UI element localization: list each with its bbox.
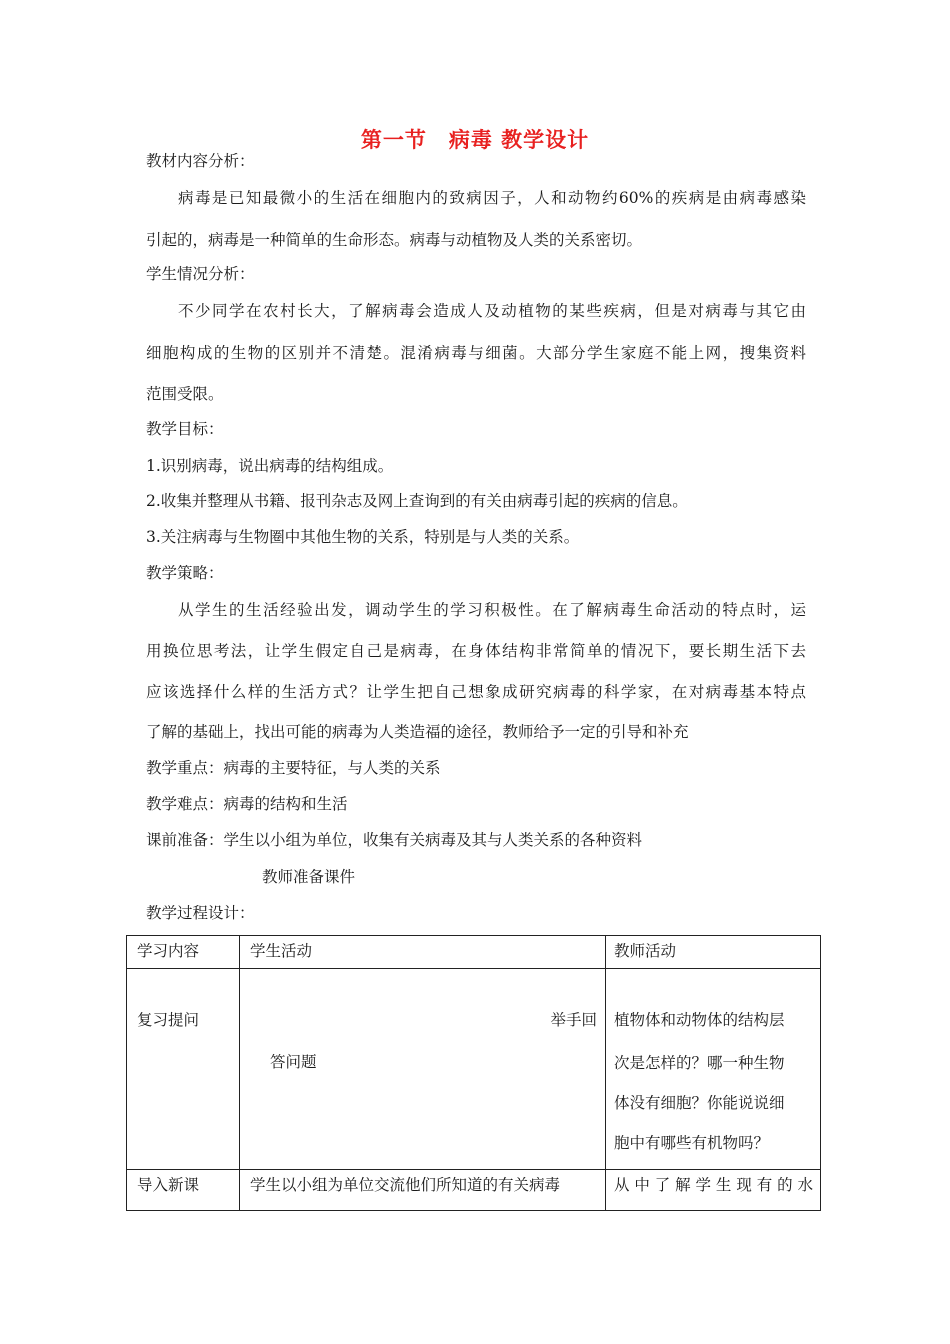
table-row [127,969,821,1170]
strategy-line-3: 应该选择什么样的生活方式？让学生把自己想象成研究病毒的科学家，在对病毒基本特点 [146,683,806,701]
header-student-activity: 学生活动 [250,942,313,960]
material-line-1: 病毒是已知最微小的生活在细胞内的致病因子，人和动物约60%的疾病是由病毒感染 [178,189,806,207]
table-cell [240,969,606,1170]
teacher-activity-line: 胞中有哪些有机物吗？ [614,1134,770,1152]
process-table [126,935,821,1211]
key-point: 教学重点：病毒的主要特征，与人类的关系 [146,759,441,777]
row-content-label: 复习提问 [137,1011,200,1029]
table-cell [127,1170,240,1211]
student-activity-b: 答问题 [270,1053,317,1071]
process-heading: 教学过程设计： [146,904,255,922]
header-cell [127,936,240,969]
student-line-3: 范围受限。 [146,385,224,403]
teacher-activity-line: 体没有细胞？你能说说细 [614,1094,785,1112]
table-cell [606,1170,821,1211]
page-title: 第一节 病毒 教学设计 [360,128,590,152]
preparation-line-2: 教师准备课件 [262,868,356,886]
teacher-activity-line: 从中了解学生现有的水 [614,1176,813,1194]
table-header-row [127,936,821,969]
goal-heading: 教学目标： [146,420,224,438]
header-teacher-activity: 教师活动 [614,942,677,960]
preparation-line-1: 课前准备：学生以小组为单位，收集有关病毒及其与人类关系的各种资料 [146,831,643,849]
table-row [127,1170,821,1211]
table-cell [127,969,240,1170]
strategy-heading: 教学策略： [146,564,224,582]
table-cell [606,969,821,1170]
header-cell [240,936,606,969]
student-line-1: 不少同学在农村长大，了解病毒会造成人及动植物的某些疾病，但是对病毒与其它由 [178,302,806,320]
strategy-line-1: 从学生的生活经验出发，调动学生的学习积极性。在了解病毒生命活动的特点时，运 [178,601,806,619]
strategy-line-4: 了解的基础上，找出可能的病毒为人类造福的途径，教师给予一定的引导和补充 [146,723,689,741]
teacher-activity-line: 次是怎样的？哪一种生物 [614,1054,785,1072]
header-cell [606,936,821,969]
teacher-activity-line: 植物体和动物体的结构层 [614,1011,785,1029]
student-activity-a: 学生以小组为单位交流他们所知道的有关病毒 [250,1176,561,1194]
row-content-label: 导入新课 [137,1176,200,1194]
student-line-2: 细胞构成的生物的区别并不清楚。混淆病毒与细菌。大部分学生家庭不能上网，搜集资料 [146,344,806,362]
goal-1: 1.识别病毒，说出病毒的结构组成。 [146,457,394,475]
strategy-line-2: 用换位思考法，让学生假定自己是病毒，在身体结构非常简单的情况下，要长期生活下去 [146,642,806,660]
goal-3: 3.关注病毒与生物圈中其他生物的关系，特别是与人类的关系。 [146,528,580,546]
goal-2: 2.收集并整理从书籍、报刊杂志及网上查询到的有关由病毒引起的疾病的信息。 [146,492,688,510]
material-heading: 教材内容分析： [146,152,255,170]
student-activity-a: 举手回 [550,1011,597,1029]
header-content: 学习内容 [137,942,200,960]
material-line-2: 引起的，病毒是一种简单的生命形态。病毒与动植物及人类的关系密切。 [146,231,643,249]
student-heading: 学生情况分析： [146,265,255,283]
difficulty: 教学难点：病毒的结构和生活 [146,795,348,813]
table-cell [240,1170,606,1211]
